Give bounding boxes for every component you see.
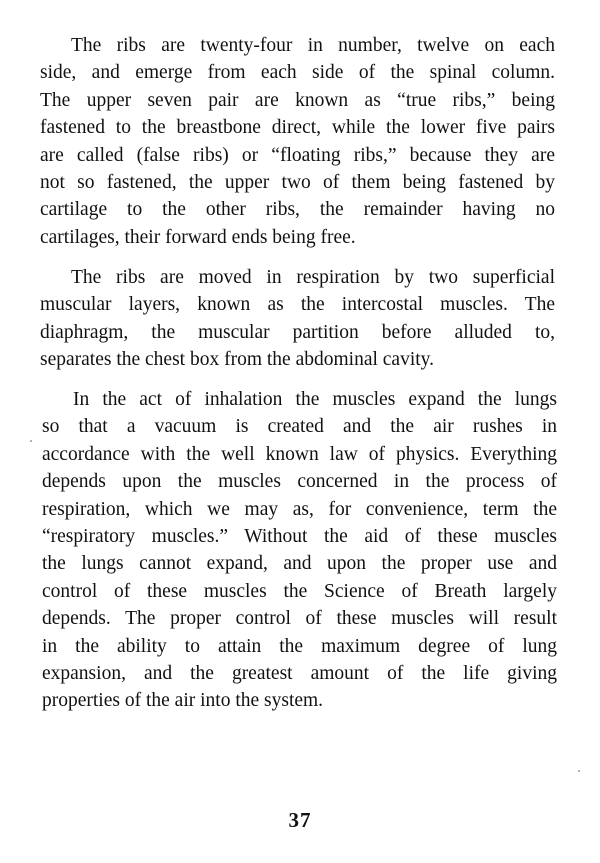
text-line: not so fastened, the upper two of them being fastened by [40, 171, 555, 193]
paragraph-inhalation [42, 386, 557, 715]
text-line: muscular layers, known as the intercostal muscles. The [40, 294, 555, 316]
paragraph-ribs-movement [40, 264, 555, 374]
text-line: are called (false ribs) or “floating ribs,” because they are [40, 144, 555, 166]
text-line: fastened to the breastbone direct, while the lower five pairs [40, 117, 555, 139]
paragraph-ribs-count [40, 32, 555, 251]
text-line: expansion, and the greatest amount of the life giving [42, 662, 557, 684]
text-line: The ribs are moved in respiration by two superficial [71, 267, 555, 288]
text-line: respiration, which we may as, for convenience, term the [42, 498, 557, 520]
text-line: the lungs cannot expand, and upon the proper use and [42, 553, 557, 575]
text-line: in the ability to attain the maximum degree of lung [42, 635, 557, 657]
text-line: separates the chest box from the abdominal cavity. [40, 349, 435, 371]
text-line: The ribs are twenty-four in number, twelve on each [71, 35, 555, 56]
text-line: “respiratory muscles.” Without the aid of these muscles [42, 525, 557, 547]
text-line: depends upon the muscles concerned in the process of [42, 471, 557, 493]
scan-speck [30, 440, 32, 442]
text-line: In the act of inhalation the muscles expand the lungs [73, 389, 557, 410]
text-line: so that a vacuum is created and the air rushes in [42, 416, 557, 438]
text-line: The upper seven pair are known as “true ribs,” being [40, 89, 555, 111]
text-line: properties of the air into the system. [42, 690, 324, 712]
text-line: cartilage to the other ribs, the remainder having no [40, 199, 555, 221]
text-line: accordance with the well known law of physics. Everything [42, 443, 557, 465]
text-line: depends. The proper control of these muscles will result [42, 608, 557, 630]
text-line: side, and emerge from each side of the spinal column. [40, 62, 555, 84]
text-line: control of these muscles the Science of Breath largely [42, 580, 557, 602]
text-line: diaphragm, the muscular partition before alluded to, [40, 321, 555, 343]
page-number: 37 [288, 808, 312, 832]
text-line: cartilages, their forward ends being free. [40, 226, 356, 248]
scan-speck [578, 770, 580, 772]
